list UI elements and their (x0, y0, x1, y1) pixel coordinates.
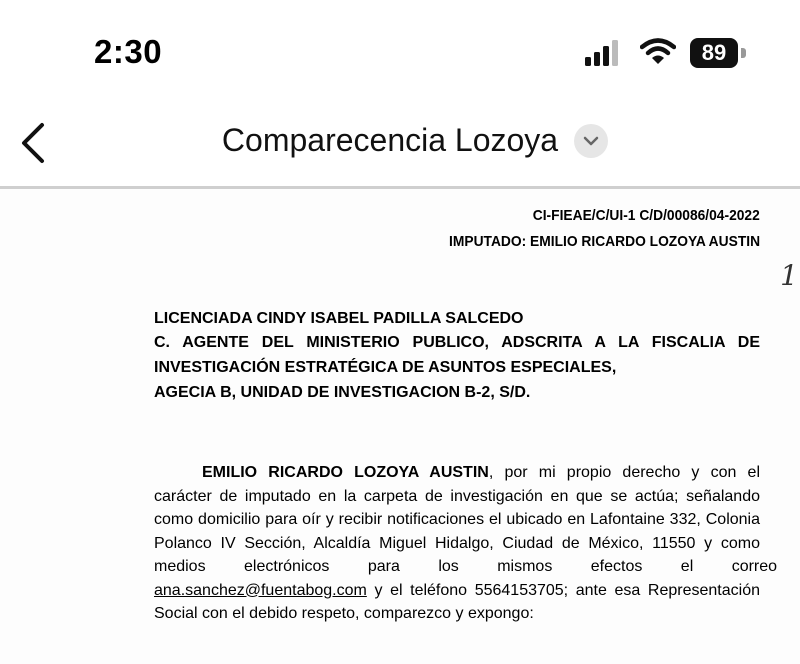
wifi-icon (640, 38, 676, 66)
body-line: como domicilio para oír y recibir notificaciones el ubicado en Lafontaine 332, Colonia (154, 511, 760, 528)
addressee-line: AGECIA B, UNIDAD DE INVESTIGACION B-2, S/D. (154, 384, 531, 401)
page-mark: 1 (780, 259, 798, 292)
navigation-bar (0, 100, 800, 188)
title-menu[interactable] (0, 122, 800, 159)
email-link[interactable]: ana.sanchez@fuentabog.com (154, 581, 367, 599)
chevron-down-icon (583, 136, 599, 146)
document-title[interactable]: Comparecencia Lozoya (221, 122, 559, 158)
case-number: CI-FIEAE/C/UI-1 C/D/00086/04-2022 (532, 207, 760, 224)
body-line: carácter de imputado en la carpeta de investigación en que se actúa; señalando (154, 487, 760, 505)
document-page (0, 189, 800, 664)
body-line: medios electrónicos para los mismos efectos el correo (154, 558, 778, 575)
addressee-line: C. AGENTE DEL MINISTERIO PUBLICO, ADSCRITA A LA FISCALIA DE (154, 334, 760, 351)
status-bar (0, 0, 800, 100)
accused-line: IMPUTADO: EMILIO RICARDO LOZOYA AUSTIN (448, 233, 760, 250)
title-dropdown-button[interactable] (574, 124, 608, 158)
body-paragraph (154, 461, 778, 626)
body-line: Polanco IV Sección, Alcaldía Miguel Hidalgo, Ciudad de México, 11550 y como (154, 534, 760, 552)
cellular-signal-icon (585, 40, 625, 66)
battery-icon (690, 38, 748, 68)
status-time: 2:30 (94, 33, 163, 70)
petitioner-name: EMILIO RICARDO LOZOYA AUSTIN (202, 464, 489, 481)
addressee-line: INVESTIGACIÓN ESTRATÉGICA DE ASUNTOS ESPECIALES, (154, 359, 617, 376)
body-line: EMILIO RICARDO LOZOYA AUSTIN, por mi propio derecho y con el (202, 464, 761, 481)
body-line: Social con el debido respeto, comparezco y expongo: (154, 605, 534, 622)
addressee-line: LICENCIADA CINDY ISABEL PADILLA SALCEDO (154, 310, 524, 327)
battery-level: 89 (690, 38, 738, 68)
body-line: ana.sanchez@fuentabog.com y el teléfono 5564153705; ante esa Representación (154, 581, 760, 599)
